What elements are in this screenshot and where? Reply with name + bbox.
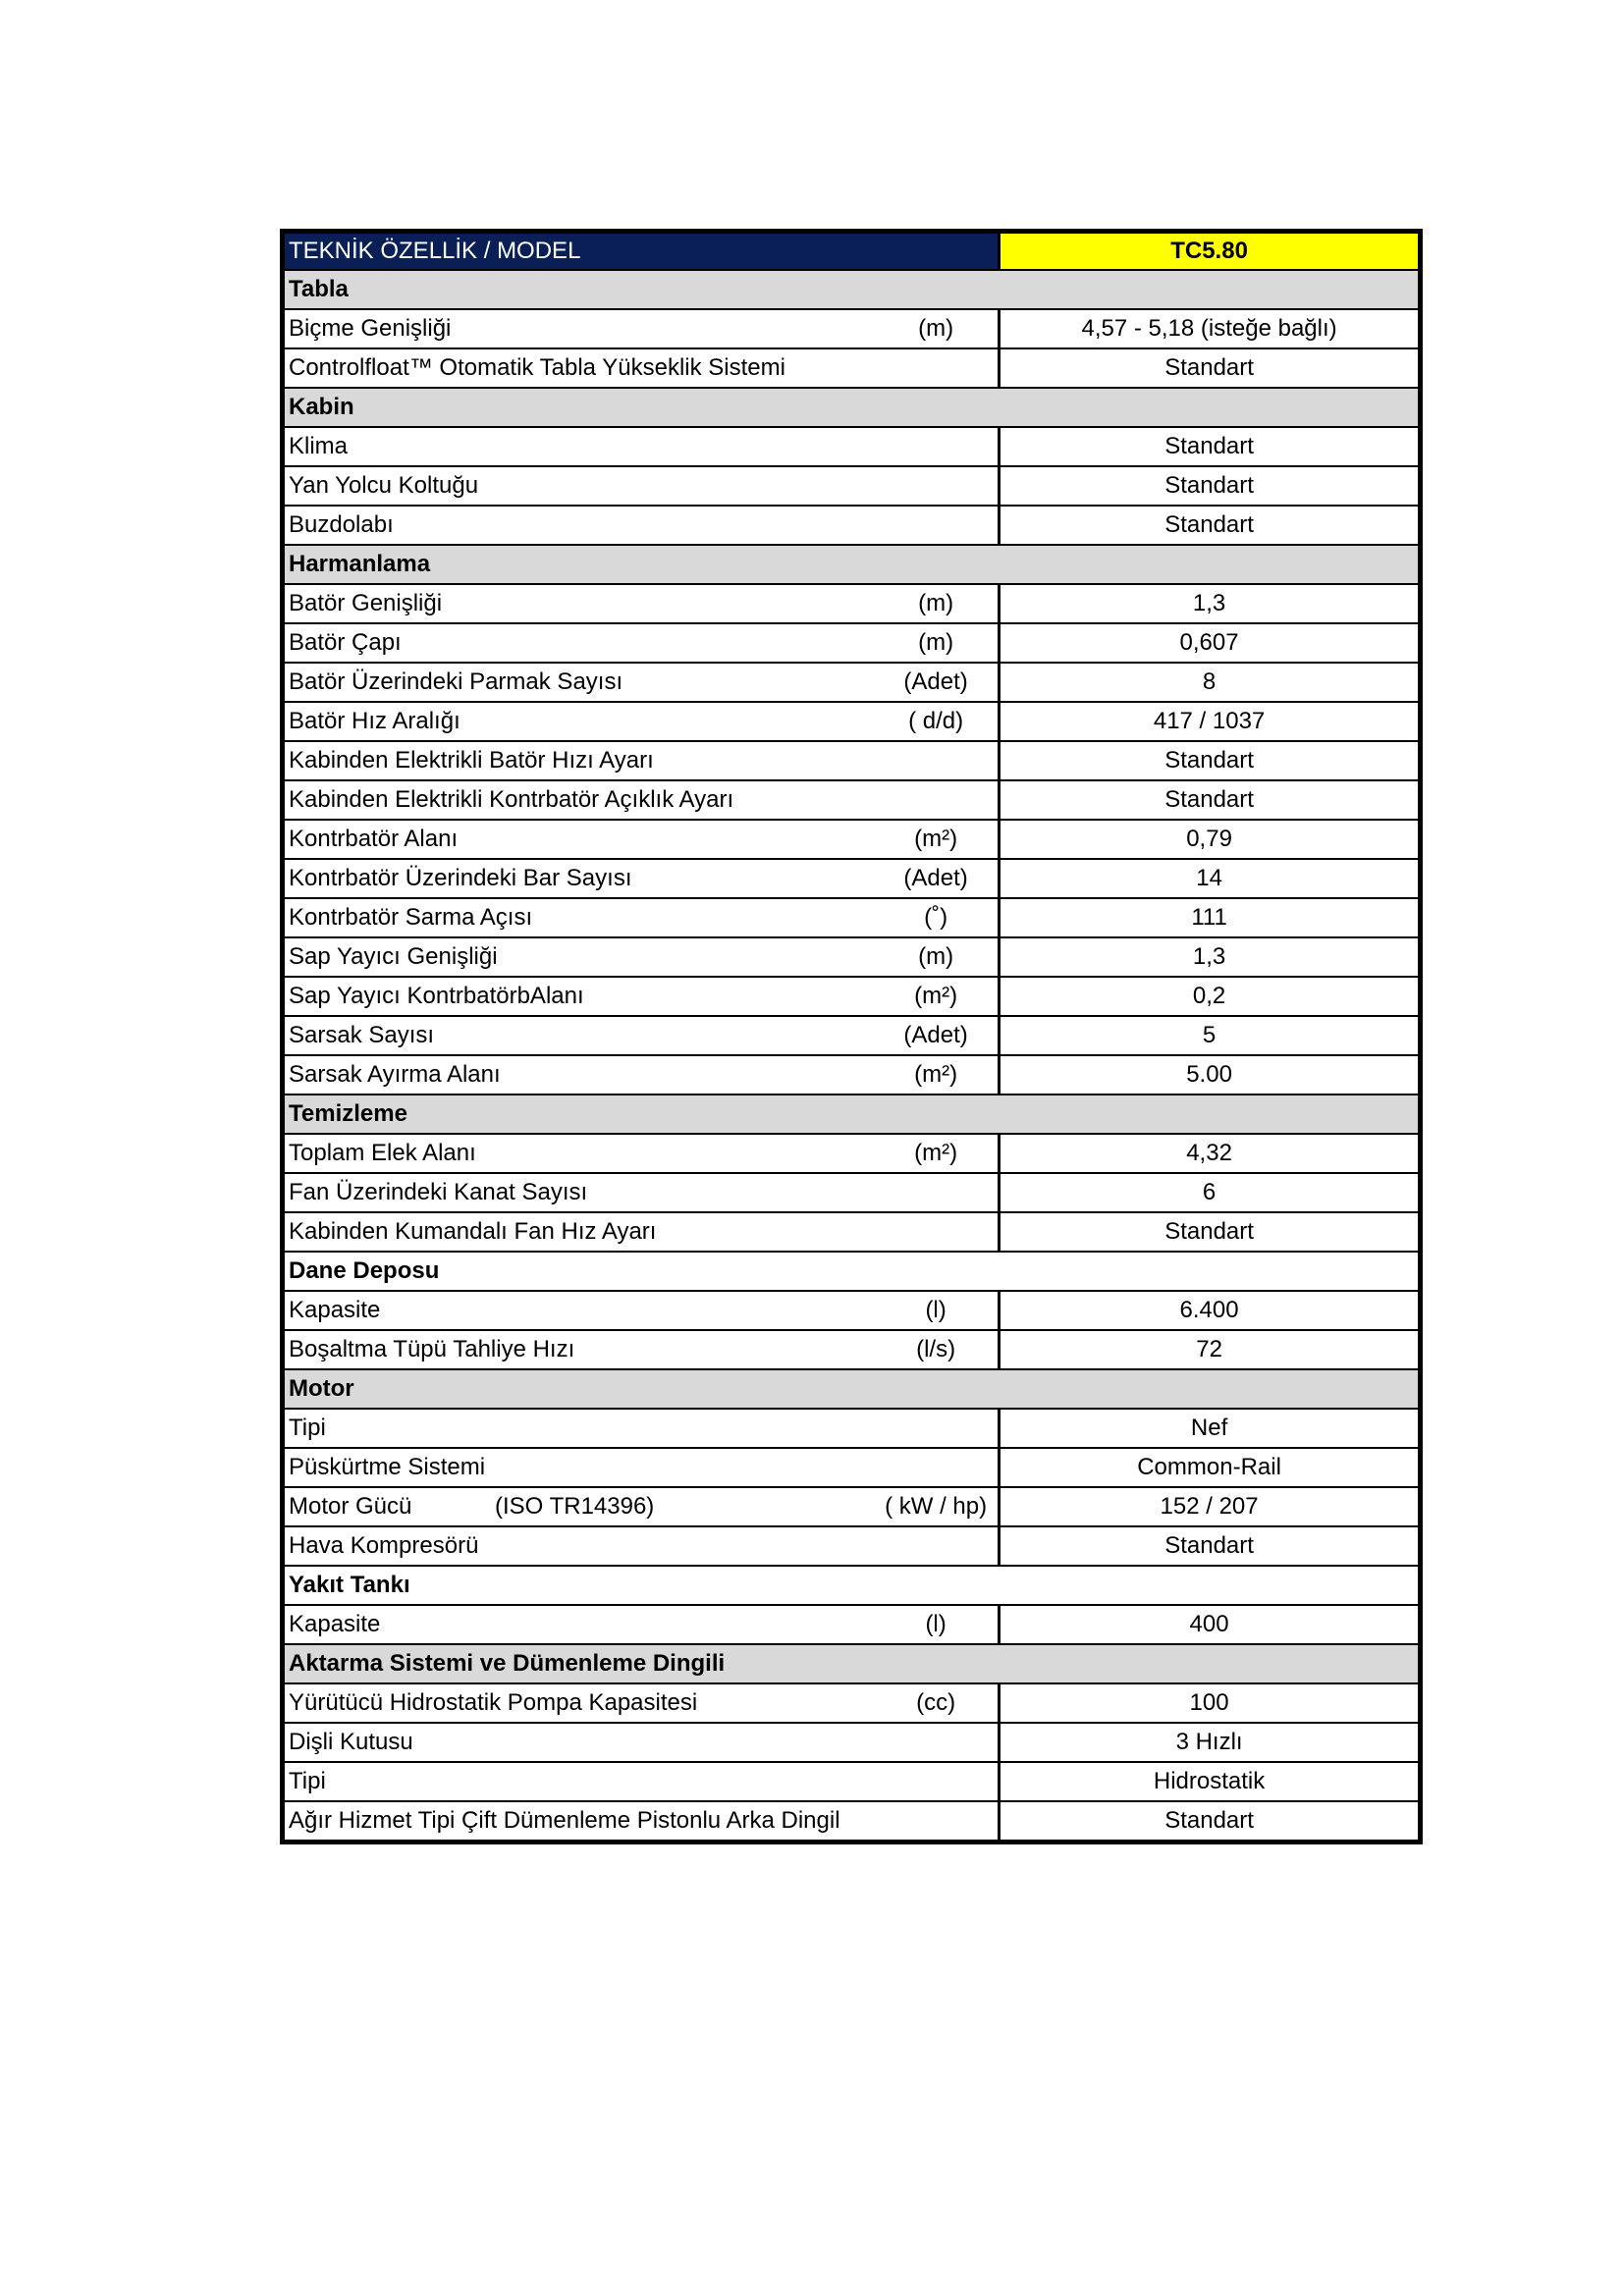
table-header-row — [283, 232, 1421, 271]
spec-label: Kontrbatör Üzerindeki Bar Sayısı — [283, 859, 875, 898]
spec-unit: (l/s) — [874, 1330, 1000, 1369]
spec-value: 1,3 — [1000, 937, 1421, 977]
spec-row — [283, 348, 1421, 388]
section-header-row — [283, 1644, 1421, 1683]
spec-unit: (m) — [874, 309, 1000, 348]
spec-row — [283, 820, 1421, 859]
spec-unit — [874, 1173, 1000, 1212]
section-header-row — [283, 270, 1421, 309]
spec-value: Standart — [1000, 1801, 1421, 1842]
spec-value: 0,2 — [1000, 977, 1421, 1016]
spec-row — [283, 1134, 1421, 1173]
spec-unit: (l) — [874, 1605, 1000, 1644]
section-title: Motor — [283, 1369, 1421, 1409]
model-name: TC5.80 — [1000, 232, 1421, 271]
spec-value: 5.00 — [1000, 1055, 1421, 1095]
spec-value: 1,3 — [1000, 584, 1421, 623]
spec-row — [283, 309, 1421, 348]
spec-unit — [874, 780, 1000, 820]
section-title: Aktarma Sistemi ve Dümenleme Dingili — [283, 1644, 1421, 1683]
spec-unit — [874, 1409, 1000, 1448]
spec-row — [283, 1173, 1421, 1212]
spec-unit: (m) — [874, 937, 1000, 977]
spec-row — [283, 702, 1421, 741]
spec-value: 152 / 207 — [1000, 1487, 1421, 1526]
spec-row — [283, 780, 1421, 820]
spec-label: Yürütücü Hidrostatik Pompa Kapasitesi — [283, 1683, 875, 1723]
spec-value: 0,607 — [1000, 623, 1421, 663]
spec-unit — [874, 1723, 1000, 1762]
spec-row — [283, 1016, 1421, 1055]
spec-label: Yan Yolcu Koltuğu — [283, 466, 875, 506]
spec-value: 400 — [1000, 1605, 1421, 1644]
section-header-row — [283, 545, 1421, 584]
spec-label: Sap Yayıcı Genişliği — [283, 937, 875, 977]
spec-row — [283, 663, 1421, 702]
section-title: Kabin — [283, 388, 1421, 427]
spec-label: Biçme Genişliği — [283, 309, 875, 348]
spec-value: Standart — [1000, 506, 1421, 545]
spec-row — [283, 977, 1421, 1016]
spec-row — [283, 1683, 1421, 1723]
spec-value: 4,57 - 5,18 (isteğe bağlı) — [1000, 309, 1421, 348]
spec-row — [283, 1526, 1421, 1566]
spec-label: Kapasite — [283, 1605, 875, 1644]
section-header-row — [283, 1369, 1421, 1409]
spec-row — [283, 1723, 1421, 1762]
spec-unit — [874, 1212, 1000, 1252]
spec-unit — [874, 1526, 1000, 1566]
spec-row — [283, 1330, 1421, 1369]
spec-unit: (m) — [874, 623, 1000, 663]
spec-value: 5 — [1000, 1016, 1421, 1055]
spec-unit: (Adet) — [874, 1016, 1000, 1055]
spec-label: Controlfloat™ Otomatik Tabla Yükseklik Sistemi — [283, 348, 875, 388]
spec-label: Sarsak Ayırma Alanı — [283, 1055, 875, 1095]
spec-value: Standart — [1000, 427, 1421, 466]
spec-unit — [874, 1801, 1000, 1842]
spec-value: 111 — [1000, 898, 1421, 937]
spec-unit — [874, 427, 1000, 466]
spec-label: Motor Gücü — [289, 1493, 412, 1520]
spec-value: Standart — [1000, 348, 1421, 388]
spec-row — [283, 1448, 1421, 1487]
spec-unit: (m²) — [874, 977, 1000, 1016]
spec-value: 4,32 — [1000, 1134, 1421, 1173]
spec-label-cell — [283, 1487, 875, 1526]
spec-unit: (m) — [874, 584, 1000, 623]
spec-row — [283, 427, 1421, 466]
spec-value: 72 — [1000, 1330, 1421, 1369]
spec-unit: (Adet) — [874, 859, 1000, 898]
spec-unit: (Adet) — [874, 663, 1000, 702]
section-title: Temizleme — [283, 1095, 1421, 1134]
spec-label: Hava Kompresörü — [283, 1526, 875, 1566]
spec-row — [283, 506, 1421, 545]
spec-label: Kapasite — [283, 1291, 875, 1330]
spec-value: Standart — [1000, 1526, 1421, 1566]
spec-label: Kabinden Elektrikli Kontrbatör Açıklık Ayarı — [283, 780, 875, 820]
spec-unit — [874, 1448, 1000, 1487]
spec-row — [283, 859, 1421, 898]
spec-value: 14 — [1000, 859, 1421, 898]
spec-value: Standart — [1000, 466, 1421, 506]
spec-value: Standart — [1000, 780, 1421, 820]
spec-unit: ( d/d) — [874, 702, 1000, 741]
header-label: TEKNİK ÖZELLİK / MODEL — [283, 232, 1000, 271]
spec-row — [283, 741, 1421, 780]
spec-value: 0,79 — [1000, 820, 1421, 859]
spec-value: 100 — [1000, 1683, 1421, 1723]
spec-label: Tipi — [283, 1409, 875, 1448]
spec-label: Dişli Kutusu — [283, 1723, 875, 1762]
spec-value: Nef — [1000, 1409, 1421, 1448]
spec-row — [283, 1605, 1421, 1644]
spec-table — [280, 229, 1423, 1844]
spec-row — [283, 1291, 1421, 1330]
spec-row — [283, 1487, 1421, 1526]
spec-unit — [874, 466, 1000, 506]
spec-row — [283, 937, 1421, 977]
spec-label: Boşaltma Tüpü Tahliye Hızı — [283, 1330, 875, 1369]
spec-label: Kontrbatör Alanı — [283, 820, 875, 859]
spec-row — [283, 466, 1421, 506]
spec-unit: (l) — [874, 1291, 1000, 1330]
spec-label: Püskürtme Sistemi — [283, 1448, 875, 1487]
spec-value: 6.400 — [1000, 1291, 1421, 1330]
spec-label: Klima — [283, 427, 875, 466]
section-title: Yakıt Tankı — [283, 1566, 1421, 1605]
section-header-row — [283, 1566, 1421, 1605]
spec-row — [283, 584, 1421, 623]
spec-row — [283, 898, 1421, 937]
spec-row — [283, 1409, 1421, 1448]
spec-row — [283, 1801, 1421, 1842]
spec-label: Toplam Elek Alanı — [283, 1134, 875, 1173]
spec-value: 3 Hızlı — [1000, 1723, 1421, 1762]
section-title: Tabla — [283, 270, 1421, 309]
spec-unit — [874, 741, 1000, 780]
spec-label: Kabinden Elektrikli Batör Hızı Ayarı — [283, 741, 875, 780]
spec-value: Hidrostatik — [1000, 1762, 1421, 1801]
spec-label: Batör Genişliği — [283, 584, 875, 623]
spec-label: Kabinden Kumandalı Fan Hız Ayarı — [283, 1212, 875, 1252]
spec-unit — [874, 506, 1000, 545]
spec-label: Batör Üzerindeki Parmak Sayısı — [283, 663, 875, 702]
spec-label: Kontrbatör Sarma Açısı — [283, 898, 875, 937]
spec-value: Standart — [1000, 741, 1421, 780]
spec-label: Sap Yayıcı KontrbatörbAlanı — [283, 977, 875, 1016]
section-title: Dane Deposu — [283, 1252, 1421, 1291]
section-header-row — [283, 1095, 1421, 1134]
spec-unit: (m²) — [874, 1055, 1000, 1095]
section-header-row — [283, 388, 1421, 427]
spec-unit: (cc) — [874, 1683, 1000, 1723]
spec-label: Batör Çapı — [283, 623, 875, 663]
spec-value: 8 — [1000, 663, 1421, 702]
spec-row — [283, 1055, 1421, 1095]
label-spacer — [289, 1494, 495, 1520]
spec-unit — [874, 1762, 1000, 1801]
spec-value: Standart — [1000, 1212, 1421, 1252]
spec-unit: (m²) — [874, 820, 1000, 859]
section-header-row — [283, 1252, 1421, 1291]
spec-unit — [874, 348, 1000, 388]
spec-label: Ağır Hizmet Tipi Çift Dümenleme Pistonlu Arka Dingil — [283, 1801, 875, 1842]
spec-unit: (m²) — [874, 1134, 1000, 1173]
spec-value: 6 — [1000, 1173, 1421, 1212]
spec-row — [283, 1762, 1421, 1801]
spec-label: Tipi — [283, 1762, 875, 1801]
spec-label: Sarsak Sayısı — [283, 1016, 875, 1055]
spec-unit: ( kW / hp) — [874, 1487, 1000, 1526]
spec-value: Common-Rail — [1000, 1448, 1421, 1487]
spec-value: 417 / 1037 — [1000, 702, 1421, 741]
spec-label: Buzdolabı — [283, 506, 875, 545]
spec-unit: (˚) — [874, 898, 1000, 937]
spec-standard-note: (ISO TR14396) — [495, 1493, 655, 1520]
spec-row — [283, 1212, 1421, 1252]
spec-table-body — [283, 232, 1421, 1842]
spec-label: Batör Hız Aralığı — [283, 702, 875, 741]
spec-label: Fan Üzerindeki Kanat Sayısı — [283, 1173, 875, 1212]
section-title: Harmanlama — [283, 545, 1421, 584]
spec-row — [283, 623, 1421, 663]
